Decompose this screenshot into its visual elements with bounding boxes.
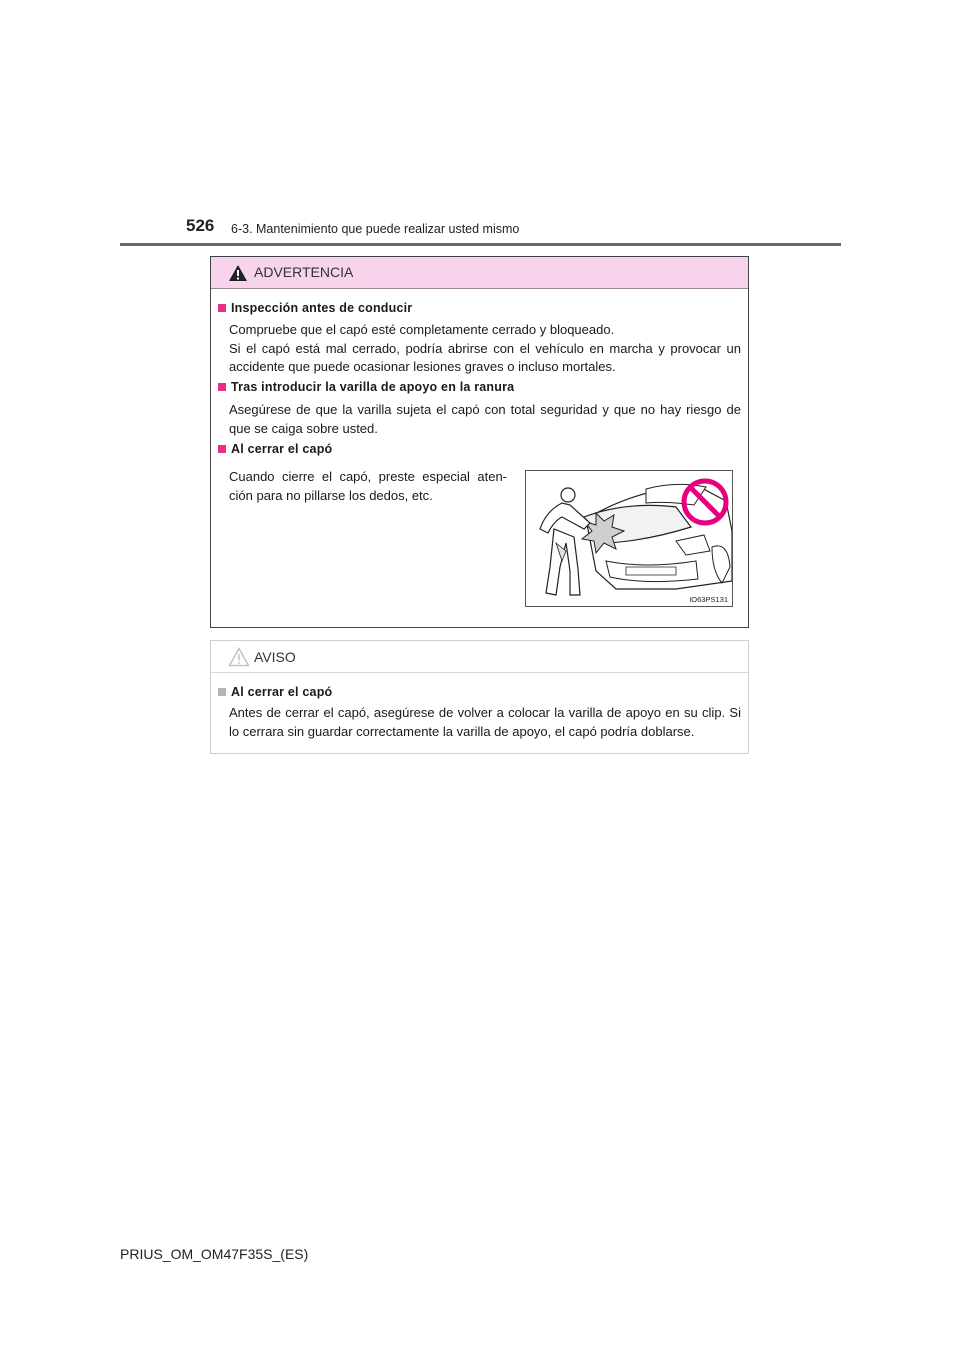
- notice-box: [210, 640, 749, 754]
- illustration-code: IO63PS131: [689, 595, 728, 604]
- notice-item-heading: Al cerrar el capó: [215, 685, 332, 699]
- notice-title: AVISO: [254, 649, 296, 665]
- caution-triangle-icon: [228, 647, 250, 667]
- warning-item-body: Asegúrese de que la varilla sujeta el capó con total seguridad y que no hay riesgo de que se caiga sobre usted.: [229, 402, 741, 436]
- warning-item-body: Compruebe que el capó esté completamente cerrado y bloqueado. Si el capó está mal cerrado, podría abrirse con el vehículo en marcha y provocar un accidente que puede ocasionar lesiones graves o incluso mortales.: [229, 322, 741, 374]
- warning-title: ADVERTENCIA: [254, 264, 354, 280]
- prohibition-icon: [680, 477, 730, 527]
- notice-item-body: Antes de cerrar el capó, asegúrese de volver a colocar la varilla de apoyo en su clip. Si lo cerrara sin guardar correctamente la varilla de apoyo, el capó podría doblarse.: [229, 705, 741, 739]
- section-title: 6-3. Mantenimiento que puede realizar usted mismo: [231, 222, 520, 236]
- warning-item-body: Cuando cierre el capó, preste especial aten-ción para no pillarse los dedos, etc.: [229, 469, 507, 503]
- warning-box: [210, 256, 749, 628]
- warning-triangle-icon: [228, 264, 248, 282]
- warning-item-heading: Inspección antes de conducir: [215, 301, 412, 315]
- header-rule: [120, 243, 841, 246]
- bullet-icon: [218, 445, 226, 453]
- bullet-icon: [218, 383, 226, 391]
- warning-item-heading: Al cerrar el capó: [215, 442, 332, 456]
- warning-item-heading: Tras introducir la varilla de apoyo en la ranura: [215, 380, 514, 394]
- page-number: 526: [186, 216, 215, 235]
- document-code: PRIUS_OM_OM47F35S_(ES): [120, 1246, 309, 1262]
- bullet-icon: [218, 304, 226, 312]
- notice-header: [211, 641, 748, 673]
- warning-header: [211, 257, 748, 289]
- bullet-icon: [218, 688, 226, 696]
- hood-closing-illustration: [525, 470, 733, 607]
